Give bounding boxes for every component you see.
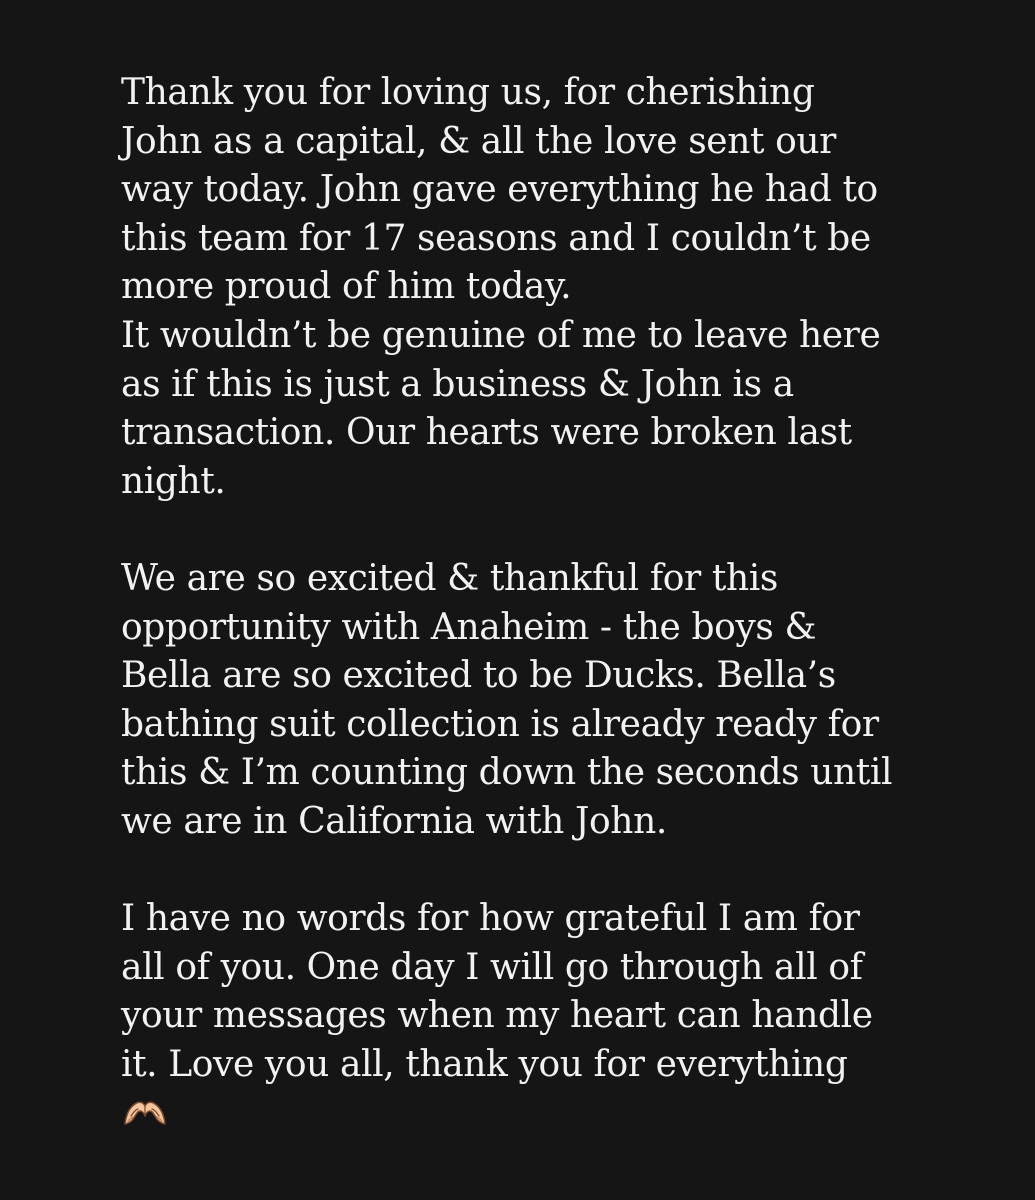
text-line: opportunity with Anaheim - the boys & <box>121 606 817 648</box>
text-line: more proud of him today. <box>121 266 572 308</box>
text-line: We are so excited & thankful for this <box>121 557 778 599</box>
text-line: Bella are so excited to be Ducks. Bella’s <box>121 655 836 697</box>
text-line: It wouldn’t be genuine of me to leave here <box>121 314 881 356</box>
heart-hands-icon <box>121 1097 169 1127</box>
paragraph-gap <box>121 847 981 896</box>
paragraph-1 <box>121 69 981 506</box>
text-line: all of you. One day I will go through all of <box>121 946 863 988</box>
text-line: this & I’m counting down the seconds until <box>121 752 893 794</box>
text-line: way today. John gave everything he had to <box>121 169 878 211</box>
text-line: I have no words for how grateful I am for <box>121 898 860 940</box>
text-line: this team for 17 seasons and I couldn’t be <box>121 217 871 259</box>
text-line: we are in California with John. <box>121 800 667 842</box>
text-line: it. Love you all, thank you for everything <box>121 1043 848 1085</box>
text-line: night. <box>121 460 226 502</box>
text-line: your messages when my heart can handle <box>121 995 873 1037</box>
closing-emoji-line <box>121 1089 981 1138</box>
paragraph-2 <box>121 555 981 847</box>
text-line: John as a capital, & all the love sent our <box>121 120 836 162</box>
text-line: transaction. Our hearts were broken last <box>121 412 852 454</box>
message-text <box>121 69 981 1138</box>
paragraph-3 <box>121 895 981 1089</box>
text-line: Thank you for loving us, for cherishing <box>121 72 815 113</box>
paragraph-gap <box>121 506 981 555</box>
text-line: bathing suit collection is already ready for <box>121 703 879 745</box>
text-line: as if this is just a business & John is a <box>121 363 794 405</box>
